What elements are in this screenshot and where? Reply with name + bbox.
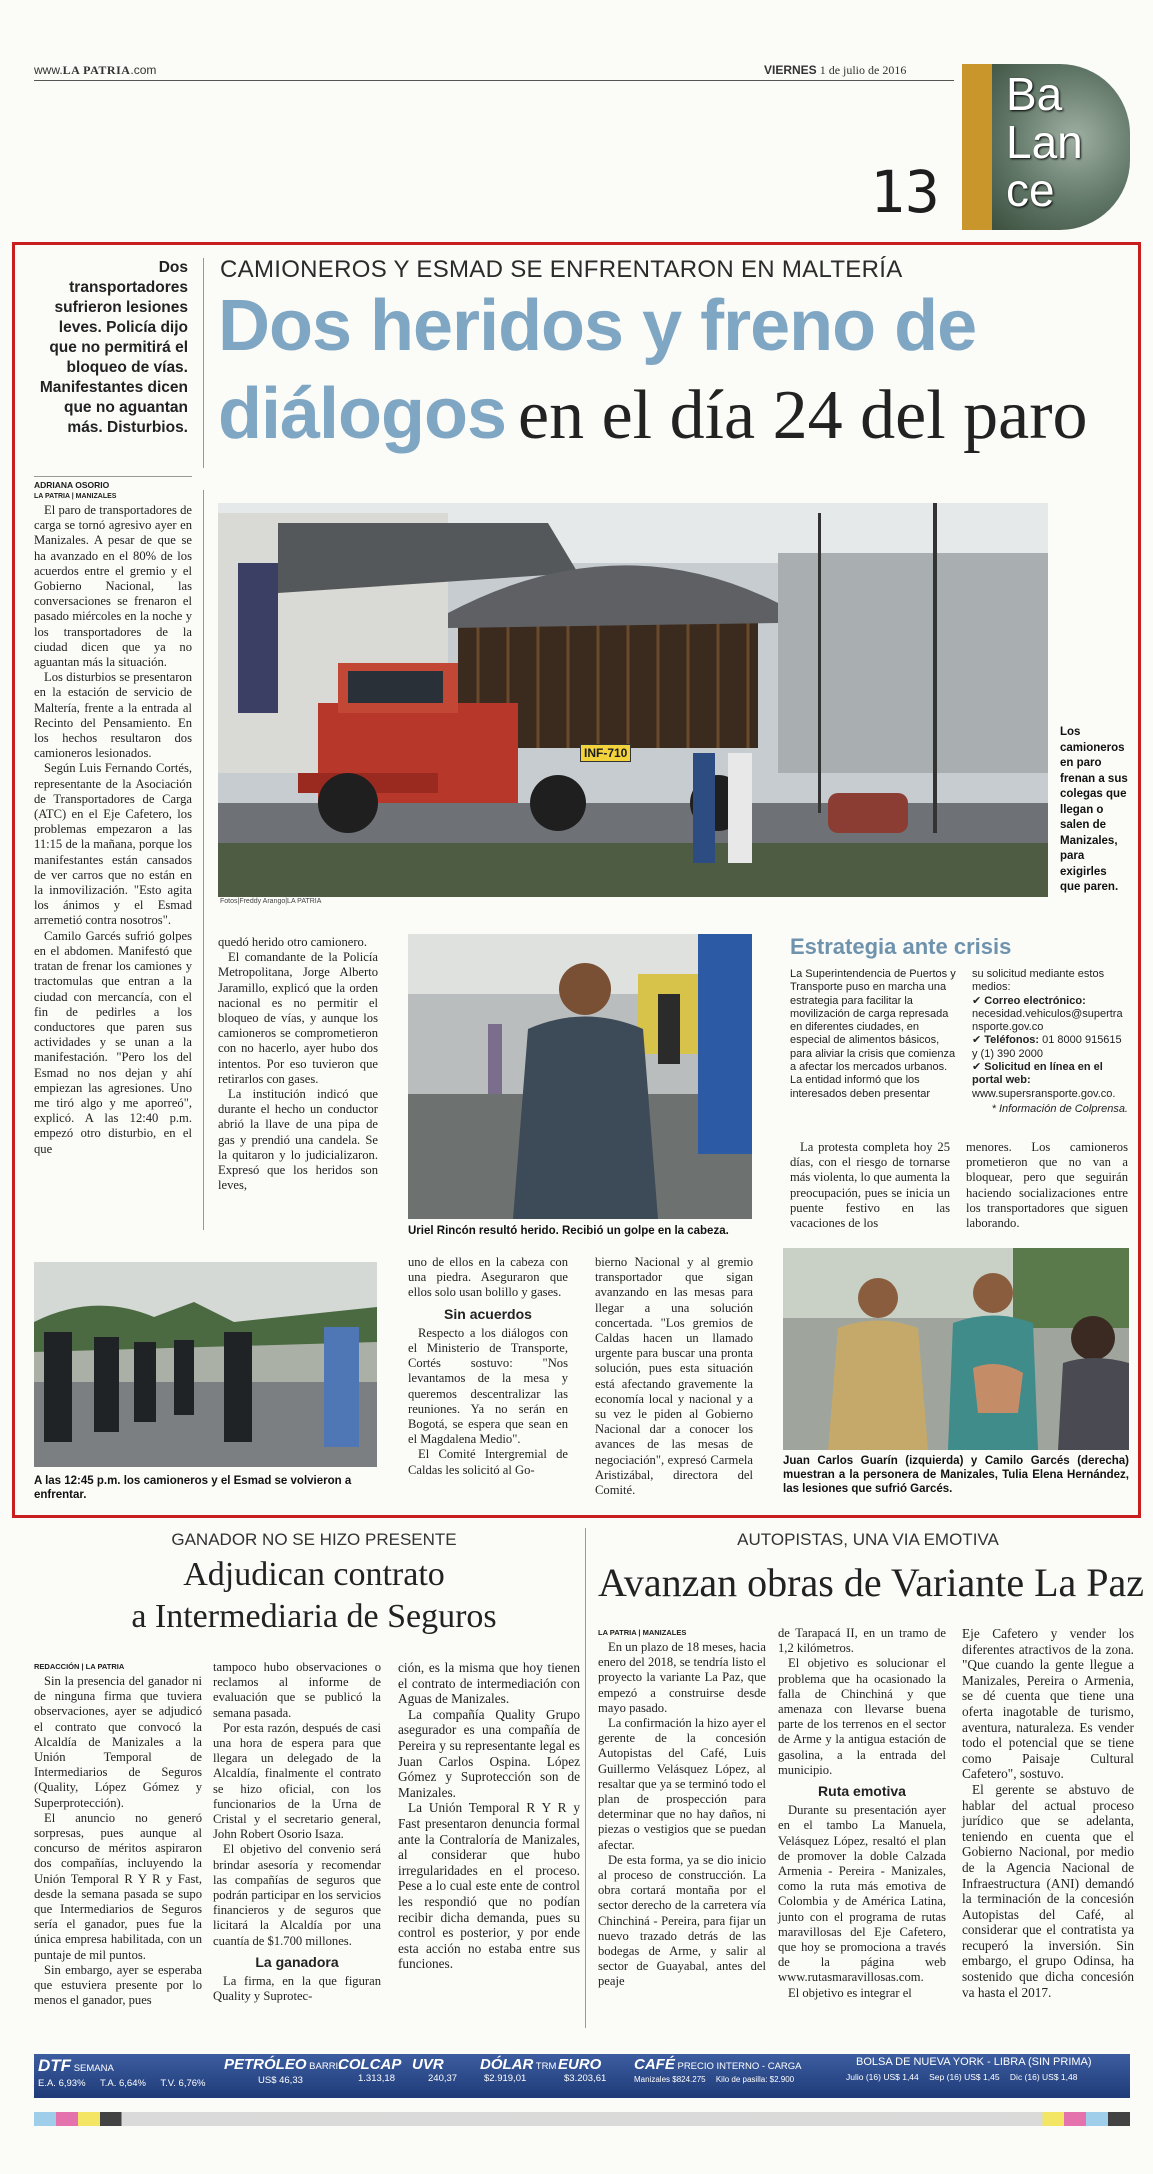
ticker-dolar-val: $2.919,01 xyxy=(484,2073,527,2084)
main-col1-p4: Camilo Garcés sufrió golpes en el abdomen. Manifestó que tratan de frenar los camiones y tractomulas que entran a la ciudad con mercancía, con el fin de pedirles a los conductores que paren sus actividades y se unan a la manifestación. "Pero los del Esmad no nos dejan y ahí empiezan las agresiones. Uno me tiró algo y me aporreó", explicó. A las 12:40 p.m. empezó otro disturbio, en el que xyxy=(34,928,192,1156)
main-col4-p1: bierno Nacional y al gremio transportador que sigan avanzando en las mesas para llegar a una solución concertada. "Los gremios de Caldas hacen un llamado urgente para buscar una pronta solución, pues esta situación está afectando gravemente la economía local y nacional y a su vez le piden al Gobierno Nacional dar a conocer los avances de las mesas de negociación", expresó Carmela Aristizábal, directora del Comité. xyxy=(595,1255,753,1498)
byline xyxy=(34,480,116,502)
story-summary: Dos transportadores sufrieron lesiones leves. Policía dijo que no permitirá el bloqueo de vías. Manifestantes dicen que no aguantan más. Disturbios. xyxy=(39,259,188,436)
left-col3-p3: La Unión Temporal R Y R y Fast presentaron denuncia formal ante la Contraloría de Manizales, al considerar que hubo irregularidades en el proceso. Pese a lo cual este ente de control les respondió que no podían recibir dicha demanda, pues su control es posterior, y por ende esta acción no estaba entre sus funciones. xyxy=(398,1800,580,1972)
summary-rule xyxy=(34,476,192,477)
box-phone-label: ✔ Teléfonos: xyxy=(972,1034,1040,1047)
ticker-euro xyxy=(558,2056,606,2084)
right-col2-p3: Durante su presentación ayer en el tambo La Manuela, Velásquez López, resaltó el plan de promover la doble Calzada Armenia - Pereira - Manizales, como la ruta más emotiva de Colombia y de América Latina, junto con el programa de rutas maravillosas del Eje Cafetero, que hoy se promociona a través de la página web www.rutasmaravillosas.com. xyxy=(778,1803,946,1985)
site-prefix: www. xyxy=(34,63,63,77)
header-rule xyxy=(34,80,954,81)
right-story-kicker: AUTOPISTAS, UNA VIA EMOTIVA xyxy=(737,1530,999,1549)
ticker-bolsa xyxy=(846,2056,1092,2082)
box-title: Estrategia ante crisis xyxy=(790,934,1012,959)
main-col-6a xyxy=(966,1140,1128,1231)
right-col3-p1: Eje Cafetero y vender los diferentes atractivos de la zona. "Que cuando la gente llegue a Manizales, Pereira o Armenia, se dé cuenta que tiene una oferta inagotable de turismo, aventura, naturaleza. Es vender todo el potencial que se tiene como Paisaje Cultural Cafetero", sostuvo. xyxy=(962,1626,1134,1782)
registration-bar xyxy=(34,2112,1130,2126)
box-source: * Información de Colprensa. xyxy=(991,1102,1128,1115)
section-title-line-2: Lan xyxy=(1006,116,1083,168)
left-col3-p2: La compañía Quality Grupo asegurador es una compañía de Pereira y su representante legal es Juan Carlos Ospina. López Gómez y Suprotección son de Manizales. xyxy=(398,1706,580,1800)
right-story-headline: Avanzan obras de Variante La Paz xyxy=(598,1560,1145,1605)
box-text-2: su solicitud mediante estos medios: xyxy=(972,968,1105,994)
left-col1-p3: Sin embargo, ayer se esperaba que estuviera presente por lo menos el ganador, pues xyxy=(34,1962,202,2008)
right-col-2 xyxy=(778,1626,946,2001)
right-col1-p3: De esta forma, ya se dio inicio al proceso de construcción. La obra cortará montaña por el sector derecho de la carretera vía Chinchiná - Pereira, para fijar un nuevo trazado detrás de las bodegas de Arme, y salir al sector de Guayabal, antes del peaje xyxy=(598,1852,766,1989)
main-col1-p1: El paro de transportadores de carga se tornó agresivo ayer en Manizales. A pesar de que se ha avanzado en el 80% de los acuerdos entre el gremio y el Gobierno Nacional, las conversaciones se frenaron el pasado miércoles en la noche y los transportadores de la ciudad dicen que ya no aguantan más la situación. xyxy=(34,503,192,670)
site-brand: LA PATRIA xyxy=(62,63,131,77)
main-col3-p3: El Comité Intergremial de Caldas les solicitó al Go- xyxy=(408,1447,568,1477)
section-title xyxy=(1006,70,1083,214)
ticker-dtf xyxy=(38,2056,206,2089)
strategy-box xyxy=(776,934,1128,1144)
ticker-uvr xyxy=(412,2056,457,2084)
caption-guarin: Juan Carlos Guarín (izquierda) y Camilo Garcés (derecha) muestran a la personera de Manizales, Tulia Elena Hernández, las lesiones que sufrió Garcés. xyxy=(783,1455,1129,1495)
left-col1-p1: Sin la presencia del ganador ni de ninguna firma que tuviera observaciones, ayer se adjudicó el contrato que convocó la Alcaldía de Manizales a la Unión Temporal de Intermediarios de Seguros (Quality, López Gómez y Superprotección). xyxy=(34,1674,202,1810)
left-col2-p2: Por esta razón, después de casi una hora de espera para que llegara un delegado de la Alcaldía, finalmente el contrato se hizo oficial, con los funcionarios de la Urna de Cristal y el secretario general, John Robert Osorio Isaza. xyxy=(213,1720,381,1842)
story-kicker: CAMIONEROS Y ESMAD SE ENFRENTARON EN MALTERÍA xyxy=(220,256,903,283)
box-phone: 01 8000 915615 y (1) 390 2000 xyxy=(972,1034,1122,1060)
uriel-photo xyxy=(408,934,752,1219)
main-col-5a xyxy=(790,1140,950,1231)
box-online[interactable]: www.supersransporte.gov.co. xyxy=(972,1087,1116,1100)
byline-org: LA PATRIA | MANIZALES xyxy=(34,493,117,500)
left-story-headline xyxy=(34,1554,594,1638)
subhead-acuerdos: Sin acuerdos xyxy=(444,1305,532,1322)
ticker-dolar-label: DÓLAR xyxy=(480,2056,534,2073)
ticker-colcap-val: 1.313,18 xyxy=(358,2073,395,2084)
truck-photo xyxy=(218,503,1048,897)
main-col-4 xyxy=(595,1255,753,1498)
left-headline-line-1: Adjudican contrato xyxy=(183,1556,445,1593)
ticker-bolsa-label: BOLSA DE NUEVA YORK - LIBRA (SIN PRIMA) xyxy=(856,2056,1092,2068)
ticker-dtf-v3: T.V. 6,76% xyxy=(160,2078,206,2089)
ticker-petroleo-val: US$ 46,33 xyxy=(258,2075,303,2086)
ticker-dtf-label: DTF xyxy=(38,2056,72,2075)
ticker-bolsa-v2: Sep (16) US$ 1,45 xyxy=(929,2072,1000,2082)
ticker-petroleo-label: PETRÓLEO xyxy=(224,2056,307,2073)
right-col1-p1: En un plazo de 18 meses, hacia enero del 2018, se tendría listo el proyecto la variante La Paz, que empezó a construirse desde mayo pasado. xyxy=(598,1640,766,1715)
caption-uriel: Uriel Rincón resultó herido. Recibió un golpe en la cabeza. xyxy=(408,1225,729,1237)
ticker-cafe-label: CAFÉ xyxy=(634,2056,675,2073)
right-col-3 xyxy=(962,1626,1134,2000)
site-suffix: .com xyxy=(130,63,157,77)
box-email-label: ✔ Correo electrónico: xyxy=(972,994,1086,1007)
left-col-1 xyxy=(34,1674,202,2008)
ticker-uvr-label: UVR xyxy=(412,2056,444,2073)
right-col1-p2: La confirmación la hizo ayer el gerente de la concesión Autopistas del Café, Luis Guillermo Velásquez López, al resaltar que ya se terminó todo el plan de prospección para determinar que no hay daños, ni piezas o vestigios que se puedan afectar. xyxy=(598,1716,766,1852)
box-online-label: ✔ Solicitud en línea en el portal web: xyxy=(972,1061,1103,1087)
right-col3-p2: El gerente se abstuvo de hablar del actual proceso jurídico que se adelanta, teniendo en cuenta que el Gobierno Nacional, por medio de la Agencia Nacional de Infraestructura (ANI) demandó la terminación de la concesión Autopistas del Café, al considerar que el contratista ya recuperó la inversión. Sin embargo, el grupo Odinsa, ha sostenido que dicha concesión va hasta el 2017. xyxy=(962,1781,1134,2000)
left-col-3 xyxy=(398,1660,580,1972)
main-col3-p1: uno de ellos en la cabeza con una piedra. Aseguraron que ellos solo usan bolillo y gases. xyxy=(408,1255,568,1300)
main-col5-p1: La protesta completa hoy 25 días, con el riesgo de tornarse más violenta, lo que aumenta la preocupación, pues se inicia un puente festivo en las vacaciones de los xyxy=(790,1140,950,1231)
main-col-1 xyxy=(34,503,192,1157)
ticker-colcap xyxy=(338,2056,401,2084)
photo-credit: Fotos|Freddy Arango|LA PATRIA xyxy=(220,898,322,905)
box-contacts xyxy=(972,968,1128,1116)
ticker-dtf-sub: SEMANA xyxy=(73,2063,114,2074)
site-url[interactable] xyxy=(34,63,156,78)
left-col3-p1: ción, es la misma que hoy tienen el contrato de intermediación con Aguas de Manizales. xyxy=(398,1660,580,1707)
ticker-bolsa-v3: Dic (16) US$ 1,48 xyxy=(1009,2072,1078,2082)
left-headline-line-2: a Intermediaria de Seguros xyxy=(131,1598,497,1635)
right-subhead: Ruta emotiva xyxy=(818,1783,906,1800)
right-col2-p4: El objetivo es integrar el xyxy=(788,1985,912,2000)
right-col2-p2: El objetivo es solucionar el problema que ha ocasionado la falla de Chinchiná y que amenaza con llevarse buena parte de los terrenos en el sector de Arme y la antigua estación de gasolina, a la entrada del municipio. xyxy=(778,1656,946,1777)
ticker-petroleo-sub: BARRIL xyxy=(309,2061,344,2072)
market-ticker xyxy=(34,2054,1130,2098)
ticker-euro-val: $3.203,61 xyxy=(564,2073,607,2084)
main-col3-p2: Respecto a los diálogos con el Ministerio de Transporte, Cortés sostuvo: "Nos levantamos de la mesa y queremos descentralizar las reuniones. Ya no serán en Bogotá, se espera que sean en el Magdalena Medio". xyxy=(408,1325,568,1447)
right-byline: LA PATRIA | MANIZALES xyxy=(598,1628,687,1637)
main-col1-p2: Los disturbios se presentaron en la estación de servicio de Maltería, frente a la entrada al Recinto del Pensamiento. En los hechos resultaron dos camioneros lesionados. xyxy=(34,670,192,761)
uriel-photo-art xyxy=(408,934,752,1219)
ticker-colcap-label: COLCAP xyxy=(338,2056,402,2073)
stories-divider xyxy=(585,1528,586,2028)
ticker-euro-label: EURO xyxy=(558,2056,602,2073)
truck-photo-art xyxy=(218,503,1048,897)
guarin-photo-art xyxy=(783,1248,1129,1450)
ticker-dolar-sub: TRM xyxy=(535,2061,557,2072)
ticker-cafe-v2: Kilo de pasilla: $2.900 xyxy=(715,2075,795,2084)
caption-esmad: A las 12:45 p.m. los camioneros y el Esmad se volvieron a enfrentar. xyxy=(34,1475,352,1501)
esmad-photo-art xyxy=(34,1262,377,1467)
ticker-cafe-sub: PRECIO INTERNO - CARGA xyxy=(677,2061,802,2072)
left-col2-p4: La firma, en la que figuran Quality y Suprotec- xyxy=(213,1974,381,2004)
date-text: 1 de julio de 2016 xyxy=(819,63,907,77)
ticker-dtf-v1: E.A. 6,93% xyxy=(38,2078,86,2089)
col1-divider xyxy=(203,490,204,1230)
esmad-photo xyxy=(34,1262,377,1467)
ticker-bolsa-v1: Julio (16) US$ 1,44 xyxy=(846,2072,919,2082)
left-col-2 xyxy=(213,1660,381,2004)
left-subhead: La ganadora xyxy=(255,1953,339,1970)
box-body xyxy=(790,968,962,1101)
issue-date xyxy=(764,63,906,78)
ticker-petroleo xyxy=(224,2056,343,2086)
headline-light-word: diálogos xyxy=(218,374,507,454)
guarin-photo xyxy=(783,1248,1129,1450)
left-col2-p1: tampoco hubo observaciones o reclamos al informe de evaluación que se publicó la semana pasada. xyxy=(213,1660,381,1720)
summary-divider xyxy=(203,258,204,468)
section-title-line-1: Ba xyxy=(1006,68,1063,120)
ticker-dolar xyxy=(480,2056,556,2084)
plate-label: INF-710 xyxy=(580,744,631,762)
ticker-uvr-val: 240,37 xyxy=(428,2073,458,2084)
main-col6-p1: menores. Los camioneros prometieron que no van a bloquear, pero que seguirán haciendo socializaciones entre los transportadores que siguen laborando. xyxy=(966,1140,1128,1231)
ticker-cafe xyxy=(634,2056,802,2084)
headline-line-1: Dos heridos y freno de xyxy=(218,286,977,366)
main-col2-p1: quedó herido otro camionero. xyxy=(218,935,367,949)
section-title-line-3: ce xyxy=(1006,164,1055,216)
main-col2-p2: El comandante de la Policía Metropolitana, Jorge Alberto Jaramillo, explicó que la orden nacional es no permitir el bloqueo de vías, y aunque los camioneros se comprometieron con no hacerlo, ayer hubo dos intentos. Por eso tuvieron que retirarlos con gases. xyxy=(218,950,378,1086)
box-email[interactable]: necesidad.vehiculos@supertransporte.gov.co xyxy=(972,1007,1123,1034)
box-text: La Superintendencia de Puertos y Transporte puso en marcha una estrategia para facilitar la movilización de carga represada en diferentes ciudades, en especial de alimentos básicos, para aliviar la crisis que comienza a afectar los mercados urbanos. La entidad informó que los interesados deben presentar xyxy=(790,968,956,1100)
headline-dark: en el día 24 del paro xyxy=(518,377,1088,454)
section-tab xyxy=(962,64,1130,230)
page-number: 13 xyxy=(870,158,940,226)
left-col1-p2: El anuncio no generó sorpresas, pues aunque al concurso de méritos aspiraron dos compañías, incluyendo la Unión Temporal R Y R y Fast, desde la semana pasada se supo que Intermediarios de Seguros sería el ganador, pues fue la única empresa habilitada, con un puntaje de mil puntos. xyxy=(34,1810,202,1962)
main-col2-p3: La institución indicó que durante el hecho un conductor abrió la llave de una pipa de gas y prendió una candela. Se la quitaron y lo judicializaron. Expresó que los heridos son leves, xyxy=(218,1087,378,1193)
main-col1-p3: Según Luis Fernando Cortés, representante de la Asociación de Transportadores de Carga (ATC) en el Eje Cafetero, los problemas empezaron a las 11:15 de la mañana, porque los manifestantes están cansados de ver carros que no están en la inmovilización. "Esto agita los ánimos y el Esmad arremetió contra nosotros". xyxy=(34,761,192,928)
section-gold-bar xyxy=(962,64,992,230)
ticker-dtf-v2: T.A. 6,64% xyxy=(100,2078,146,2089)
byline-name: ADRIANA OSORIO xyxy=(34,480,110,490)
right-col-1 xyxy=(598,1640,766,1990)
right-col2-p1: de Tarapacá II, en un tramo de 1,2 kilómetros. xyxy=(778,1626,946,1656)
left-story-kicker: GANADOR NO SE HIZO PRESENTE xyxy=(171,1530,457,1549)
caption-truck: Los camioneros en paro frenan a sus colegas que llegan o salen de Manizales, para exigirles que paren. xyxy=(1060,726,1128,893)
main-col-2 xyxy=(218,935,378,1193)
main-col-3 xyxy=(408,1255,568,1478)
left-byline: REDACCIÓN | LA PATRIA xyxy=(34,1662,125,1671)
left-col2-p3: El objetivo del convenio será brindar asesoría y recomendar las compañías de seguros que podrán participar en los servicios financieros y de seguros que licitará la Alcaldía por una cuantía de $1.700 millones. xyxy=(213,1842,381,1948)
headline-line-2 xyxy=(218,372,1088,476)
date-day: VIERNES xyxy=(764,63,817,77)
ticker-cafe-v1: Manizales $824.275 xyxy=(634,2075,706,2084)
